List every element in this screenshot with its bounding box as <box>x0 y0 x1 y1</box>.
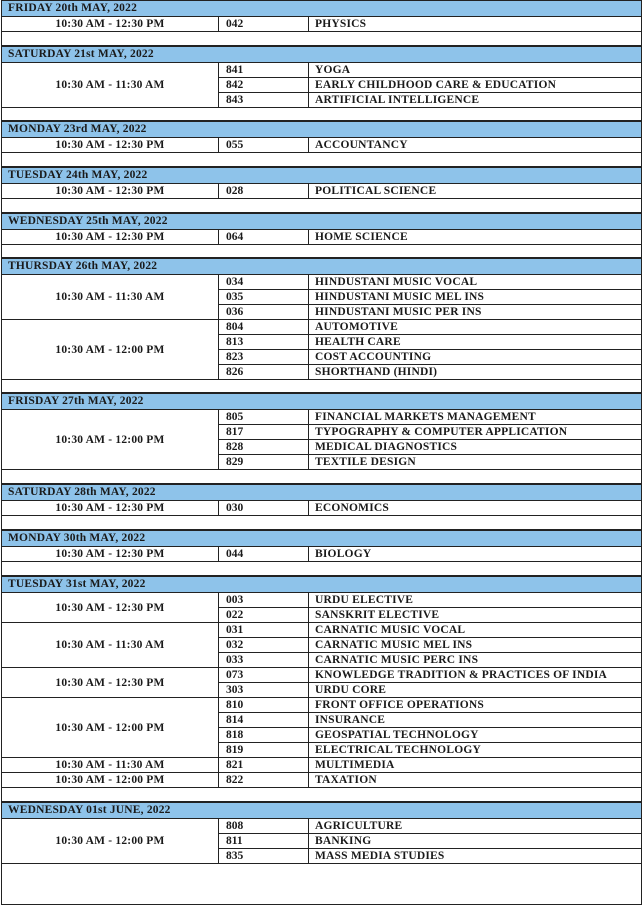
time-slot-block <box>2 698 641 758</box>
spacer-row <box>2 788 641 802</box>
subject-row <box>219 77 641 92</box>
subject-name: EARLY CHILDHOOD CARE & EDUCATION <box>315 79 557 91</box>
date-header: MONDAY 23rd MAY, 2022 <box>2 121 641 138</box>
time-slot-block <box>2 17 641 32</box>
subject-row <box>219 607 641 622</box>
subject-row <box>219 501 641 515</box>
subject-row <box>219 275 641 289</box>
subject-code: 022 <box>219 608 309 622</box>
subject-list <box>219 230 641 244</box>
date-header: MONDAY 30th MAY, 2022 <box>2 530 641 547</box>
subject-code: 044 <box>219 547 309 561</box>
subject-name: HEALTH CARE <box>315 336 401 348</box>
subject-list <box>219 547 641 561</box>
subject-row <box>219 727 641 742</box>
date-header: TUESDAY 31st MAY, 2022 <box>2 576 641 593</box>
subject-name: TEXTILE DESIGN <box>315 456 416 468</box>
subject-name: HINDUSTANI MUSIC MEL INS <box>315 291 485 303</box>
subject-list <box>219 698 641 757</box>
subject-row <box>219 320 641 334</box>
subject-name: GEOSPATIAL TECHNOLOGY <box>315 729 479 741</box>
time-slot: 10:30 AM - 11:30 AM <box>2 275 219 319</box>
subject-code: 828 <box>219 440 309 454</box>
time-slot-block <box>2 184 641 199</box>
subject-list <box>219 275 641 319</box>
time-slot-block <box>2 230 641 245</box>
date-header: TUESDAY 24th MAY, 2022 <box>2 167 641 184</box>
subject-code: 032 <box>219 638 309 652</box>
subject-list <box>219 320 641 379</box>
spacer-row <box>2 199 641 213</box>
subject-row <box>219 334 641 349</box>
subject-list <box>219 410 641 469</box>
date-header: THURSDAY 26th MAY, 2022 <box>2 258 641 275</box>
subject-name: FRONT OFFICE OPERATIONS <box>315 699 485 711</box>
subject-list <box>219 184 641 198</box>
date-header: SATURDAY 21st MAY, 2022 <box>2 46 641 63</box>
subject-name: MASS MEDIA STUDIES <box>315 850 445 862</box>
subject-row <box>219 184 641 198</box>
subject-code: 817 <box>219 425 309 439</box>
spacer-row <box>2 245 641 258</box>
subject-code: 035 <box>219 290 309 304</box>
subject-code: 819 <box>219 743 309 757</box>
subject-code: 028 <box>219 184 309 198</box>
subject-code: 073 <box>219 668 309 682</box>
subject-code: 064 <box>219 230 309 244</box>
subject-row <box>219 742 641 757</box>
subject-list <box>219 819 641 863</box>
subject-code: 030 <box>219 501 309 515</box>
subject-row <box>219 349 641 364</box>
subject-list <box>219 138 641 152</box>
spacer-row <box>2 864 641 905</box>
subject-name: HINDUSTANI MUSIC PER INS <box>315 306 482 318</box>
subject-name: ACCOUNTANCY <box>315 139 408 151</box>
time-slot-block <box>2 501 641 516</box>
time-slot: 10:30 AM - 12:30 PM <box>2 184 219 198</box>
subject-row <box>219 230 641 244</box>
subject-name: URDU CORE <box>315 684 387 696</box>
time-slot: 10:30 AM - 12:30 PM <box>2 668 219 697</box>
time-slot-block <box>2 275 641 320</box>
subject-list <box>219 773 641 787</box>
time-slot-block <box>2 410 641 470</box>
date-header: WEDNESDAY 01st JUNE, 2022 <box>2 802 641 819</box>
subject-code: 042 <box>219 17 309 31</box>
subject-row <box>219 668 641 682</box>
subject-row <box>219 138 641 152</box>
subject-row <box>219 698 641 712</box>
date-header: FRIDAY 20th MAY, 2022 <box>2 0 641 17</box>
subject-row <box>219 17 641 31</box>
subject-name: HINDUSTANI MUSIC VOCAL <box>315 276 478 288</box>
subject-row <box>219 819 641 833</box>
subject-name: MEDICAL DIAGNOSTICS <box>315 441 458 453</box>
subject-code: 031 <box>219 623 309 637</box>
time-slot: 10:30 AM - 12:00 PM <box>2 819 219 863</box>
subject-list <box>219 758 641 772</box>
subject-code: 808 <box>219 819 309 833</box>
date-header: FRISDAY 27th MAY, 2022 <box>2 393 641 410</box>
subject-row <box>219 833 641 848</box>
time-slot: 10:30 AM - 12:30 PM <box>2 593 219 622</box>
time-slot-block <box>2 593 641 623</box>
subject-row <box>219 454 641 469</box>
time-slot: 10:30 AM - 12:30 PM <box>2 230 219 244</box>
subject-row <box>219 439 641 454</box>
subject-code: 829 <box>219 455 309 469</box>
subject-name: SANSKRIT ELECTIVE <box>315 609 440 621</box>
subject-code: 841 <box>219 63 309 77</box>
subject-code: 823 <box>219 350 309 364</box>
subject-row <box>219 410 641 424</box>
subject-code: 804 <box>219 320 309 334</box>
time-slot: 10:30 AM - 12:30 PM <box>2 501 219 515</box>
subject-name: FINANCIAL MARKETS MANAGEMENT <box>315 411 536 423</box>
subject-row <box>219 652 641 667</box>
exam-date-sheet <box>1 0 642 905</box>
subject-row <box>219 623 641 637</box>
time-slot-block <box>2 819 641 864</box>
spacer-row <box>2 108 641 121</box>
time-slot: 10:30 AM - 12:30 PM <box>2 17 219 31</box>
subject-name: HOME SCIENCE <box>315 231 408 243</box>
subject-code: 818 <box>219 728 309 742</box>
time-slot: 10:30 AM - 12:00 PM <box>2 410 219 469</box>
subject-list <box>219 63 641 107</box>
subject-code: 843 <box>219 93 309 107</box>
time-slot-block <box>2 320 641 380</box>
time-slot: 10:30 AM - 12:30 PM <box>2 547 219 561</box>
subject-code: 810 <box>219 698 309 712</box>
subject-code: 055 <box>219 138 309 152</box>
subject-code: 003 <box>219 593 309 607</box>
subject-code: 813 <box>219 335 309 349</box>
time-slot-block <box>2 63 641 108</box>
subject-name: BANKING <box>315 835 372 847</box>
subject-name: COST ACCOUNTING <box>315 351 432 363</box>
time-slot: 10:30 AM - 12:00 PM <box>2 773 219 787</box>
time-slot: 10:30 AM - 11:30 AM <box>2 623 219 667</box>
subject-row <box>219 547 641 561</box>
subject-name: SHORTHAND (HINDI) <box>315 366 438 378</box>
subject-name: URDU ELECTIVE <box>315 594 414 606</box>
subject-name: ARTIFICIAL INTELLIGENCE <box>315 94 480 106</box>
time-slot: 10:30 AM - 12:30 PM <box>2 138 219 152</box>
subject-name: MULTIMEDIA <box>315 759 395 771</box>
subject-row <box>219 758 641 772</box>
subject-name: TYPOGRAPHY & COMPUTER APPLICATION <box>315 426 568 438</box>
subject-name: ELECTRICAL TECHNOLOGY <box>315 744 481 756</box>
time-slot-block <box>2 668 641 698</box>
subject-name: BIOLOGY <box>315 548 372 560</box>
subject-list <box>219 17 641 31</box>
subject-code: 811 <box>219 834 309 848</box>
subject-row <box>219 593 641 607</box>
subject-row <box>219 637 641 652</box>
subject-code: 826 <box>219 365 309 379</box>
time-slot-block <box>2 547 641 562</box>
subject-name: CARNATIC MUSIC MEL INS <box>315 639 473 651</box>
subject-row <box>219 712 641 727</box>
subject-row <box>219 63 641 77</box>
subject-code: 036 <box>219 305 309 319</box>
subject-name: POLITICAL SCIENCE <box>315 185 437 197</box>
subject-name: CARNATIC MUSIC PERC INS <box>315 654 479 666</box>
time-slot-block <box>2 773 641 788</box>
subject-name: AGRICULTURE <box>315 820 403 832</box>
spacer-row <box>2 516 641 530</box>
subject-row <box>219 304 641 319</box>
time-slot-block <box>2 138 641 153</box>
subject-name: YOGA <box>315 64 351 76</box>
spacer-row <box>2 562 641 576</box>
subject-row <box>219 682 641 697</box>
subject-row <box>219 848 641 863</box>
subject-row <box>219 364 641 379</box>
time-slot-block <box>2 623 641 668</box>
subject-name: AUTOMOTIVE <box>315 321 398 333</box>
subject-list <box>219 668 641 697</box>
date-header: SATURDAY 28th MAY, 2022 <box>2 484 641 501</box>
date-header: WEDNESDAY 25th MAY, 2022 <box>2 213 641 230</box>
subject-code: 805 <box>219 410 309 424</box>
time-slot: 10:30 AM - 11:30 AM <box>2 758 219 772</box>
subject-code: 835 <box>219 849 309 863</box>
subject-code: 814 <box>219 713 309 727</box>
subject-code: 842 <box>219 78 309 92</box>
subject-list <box>219 623 641 667</box>
subject-code: 822 <box>219 773 309 787</box>
subject-name: PHYSICS <box>315 18 367 30</box>
subject-code: 303 <box>219 683 309 697</box>
subject-name: INSURANCE <box>315 714 386 726</box>
spacer-row <box>2 380 641 393</box>
time-slot: 10:30 AM - 12:00 PM <box>2 320 219 379</box>
time-slot-block <box>2 758 641 773</box>
time-slot: 10:30 AM - 11:30 AM <box>2 63 219 107</box>
spacer-row <box>2 470 641 484</box>
subject-row <box>219 92 641 107</box>
subject-code: 821 <box>219 758 309 772</box>
spacer-row <box>2 153 641 167</box>
subject-row <box>219 424 641 439</box>
subject-name: CARNATIC MUSIC VOCAL <box>315 624 466 636</box>
subject-code: 034 <box>219 275 309 289</box>
subject-code: 033 <box>219 653 309 667</box>
subject-list <box>219 593 641 622</box>
subject-list <box>219 501 641 515</box>
subject-name: TAXATION <box>315 774 377 786</box>
spacer-row <box>2 32 641 46</box>
time-slot: 10:30 AM - 12:00 PM <box>2 698 219 757</box>
subject-name: KNOWLEDGE TRADITION & PRACTICES OF INDIA <box>315 669 608 681</box>
subject-row <box>219 773 641 787</box>
subject-row <box>219 289 641 304</box>
subject-name: ECONOMICS <box>315 502 390 514</box>
